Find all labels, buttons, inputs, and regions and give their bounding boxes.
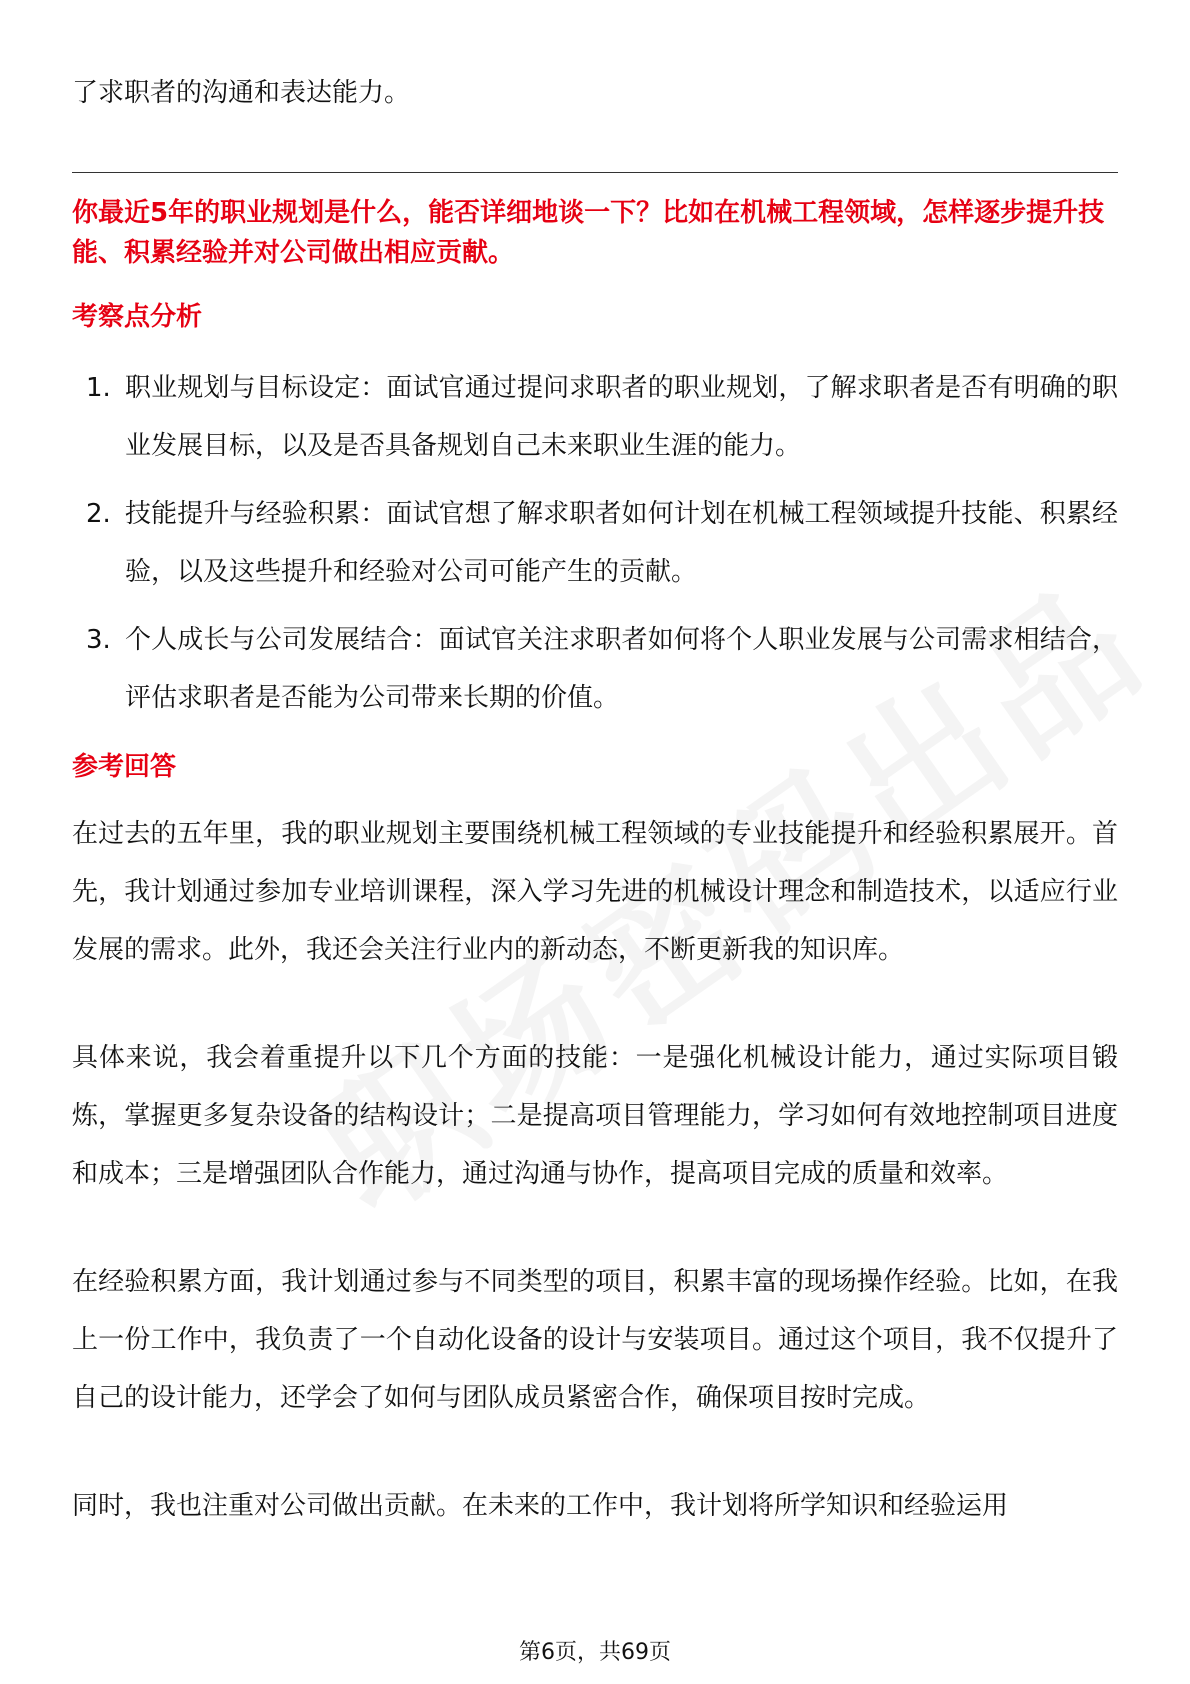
analysis-item-number: 2. [86, 499, 111, 529]
answer-paragraph: 具体来说，我会着重提升以下几个方面的技能：一是强化机械设计能力，通过实际项目锻炼，掌握更多复杂设备的结构设计；二是提高项目管理能力，学习如何有效地控制项目进度和成本；三是增强团队合作能力，通过沟通与协作，提高项目完成的质量和效率。 [72, 1043, 1118, 1189]
answer-paragraph: 同时，我也注重对公司做出贡献。在未来的工作中，我计划将所学知识和经验运用 [72, 1491, 1009, 1521]
analysis-item-text: 技能提升与经验积累：面试官想了解求职者如何计划在机械工程领域提升技能、积累经验，以及这些提升和经验对公司可能产生的贡献。 [125, 499, 1118, 587]
analysis-item-number: 3. [86, 625, 111, 655]
analysis-list [72, 359, 1118, 727]
interview-question: 你最近5年的职业规划是什么，能否详细地谈一下？比如在机械工程领域，怎样逐步提升技能、积累经验并对公司做出相应贡献。 [72, 198, 1105, 268]
answer-title: 参考回答 [72, 752, 177, 782]
page-number: 第6页，共69页 [519, 1640, 671, 1665]
analysis-item-text: 职业规划与目标设定：面试官通过提问求职者的职业规划，了解求职者是否有明确的职业发展目标，以及是否具备规划自己未来职业生涯的能力。 [125, 373, 1118, 461]
analysis-title: 考察点分析 [72, 302, 203, 332]
page-content [72, 64, 1118, 1535]
analysis-item [72, 359, 1118, 475]
section-divider [72, 172, 1118, 173]
analysis-item [72, 611, 1118, 727]
top-paragraph: 了求职者的沟通和表达能力。 [72, 78, 411, 108]
analysis-item-text: 个人成长与公司发展结合：面试官关注求职者如何将个人职业发展与公司需求相结合，评估求职者是否能为公司带来长期的价值。 [125, 625, 1118, 713]
analysis-item [72, 485, 1118, 601]
analysis-item-number: 1. [86, 373, 111, 403]
answer-paragraph: 在经验积累方面，我计划通过参与不同类型的项目，积累丰富的现场操作经验。比如，在我上一份工作中，我负责了一个自动化设备的设计与安装项目。通过这个项目，我不仅提升了自己的设计能力，还学会了如何与团队成员紧密合作，确保项目按时完成。 [72, 1267, 1118, 1413]
answer-paragraph: 在过去的五年里，我的职业规划主要围绕机械工程领域的专业技能提升和经验积累展开。首先，我计划通过参加专业培训课程，深入学习先进的机械设计理念和制造技术，以适应行业发展的需求。此外，我还会关注行业内的新动态，不断更新我的知识库。 [72, 819, 1118, 965]
